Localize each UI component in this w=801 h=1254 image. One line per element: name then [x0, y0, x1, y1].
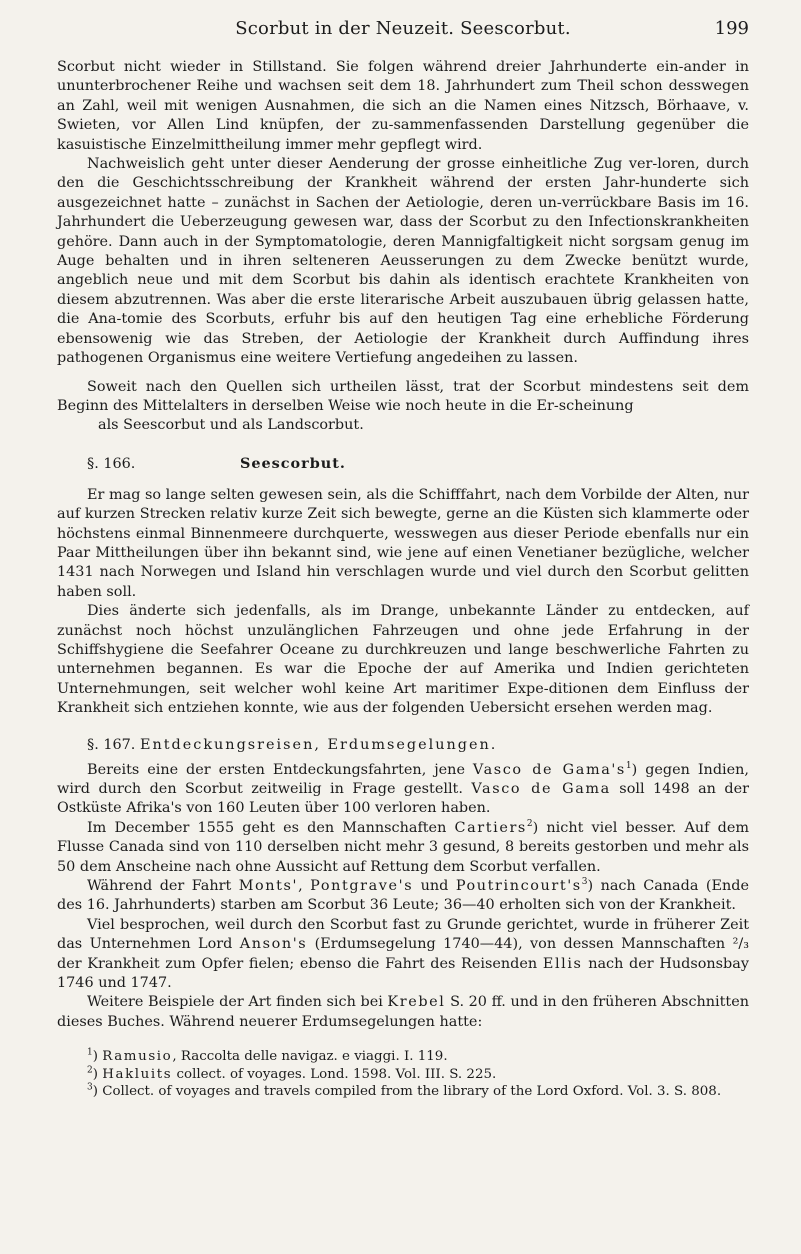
- page-number: 199: [714, 18, 749, 39]
- section-166-paragraph-1: Er mag so lange selten gewesen sein, als die Schifffahrt, nach dem Vorbilde der Alten, nur auf kurzen Strecken relativ kurze Zeit sich bewegte, gerne an die Küsten sich klammerte oder höchstens einmal Binnenmeere durchquerte, wesswegen aus dieser Periode ebenfalls nur ein Paar Mittheilungen über ihn bekannt sind, wie jene auf einen Venetianer bezügliche, welcher 1431 nach Norwegen und Island hin verschlagen wurde und viel durch den Scorbut gelitten haben soll.: [57, 486, 749, 600]
- footnote-2: $^2$) Hakluits collect. of voyages. Lond. 1598. Vol. III. S. 225.: [87, 1065, 497, 1082]
- footnotes: [57, 1048, 749, 1101]
- section-167-number: §. 167.: [87, 736, 136, 753]
- footnote-3: $^3$) Collect. of voyages and travels compiled from the library of the Lord Oxford. Vol. 3. S. 808.: [87, 1082, 722, 1100]
- section-167-heading: [87, 735, 749, 755]
- person-name: Vasco de Gama: [471, 781, 611, 797]
- person-name: Pontgrave's: [310, 878, 414, 895]
- section-167-paragraph-1: Bereits eine der ersten Entdeckungsfahrten, jene Vasco de $Gama's^1$) gegen Indien, wird durch den Scorbut zeitweilig in Frage gestellt. Vasco de Gama soll 1498 an der Ostküste Afrika's von 160 Leuten über 100 verloren haben.: [57, 760, 749, 817]
- footnote-ref: 2: [526, 819, 533, 830]
- intro-paragraph-1: Scorbut nicht wieder in Stillstand. Sie folgen während dreier Jahrhunderte ein-ander in ununterbrochener Reihe und wachsen seit dem 18. Jahrhundert zum Theil schon desswegen an Zahl, weil mit wenigen Ausnahmen, die sich an die Namen eines Nitzsch, Börhaave, v. Swieten, vor Allen Lind knüpfen, der zu-sammenfassenden Darstellung gegenüber die kasuistische Einzelmittheilung immer mehr gepflegt wird.: [57, 59, 749, 153]
- section-167-paragraph-3: Während der Fahrt Monts', Pontgrave's und $Poutrincourt's^3$) nach Canada (Ende des 16. Jahrhunderts) starben am Scorbut 36 Leute; 36—40 erholten sich von der Krankheit.: [57, 877, 749, 914]
- section-166-title: Seescorbut.: [239, 454, 346, 472]
- footnote-1: $^1$) Ramusio, Raccolta delle navigaz. e viaggi. I. 119.: [87, 1047, 448, 1065]
- person-name: Anson's: [239, 936, 308, 953]
- section-167-paragraph-5: Weitere Beispiele der Art finden sich bei Krebel S. 20 ff. und in den früheren Abschnitten dieses Buches. Während neuerer Erdumsegelungen hatte:: [57, 994, 749, 1030]
- section-166-paragraph-2: Dies änderte sich jedenfalls, als im Drange, unbekannte Länder zu entdecken, auf zunächst noch höchst unzulänglichen Fahrzeugen und ohne jede Erfahrung in der Schiffshygiene die Seefahrer Oceane zu durchkreuzen und lange beschwerliche Fahrten zu unternehmen begannen. Es war die Epoche der auf Amerika und Indien gerichteten Unternehmungen, seit welcher wohl keine Art maritimer Expe-ditionen dem Einfluss der Krankheit sich entziehen konnte, wie aus der folgenden Uebersicht ersehen werden mag.: [57, 603, 749, 717]
- footnote-ref: 1: [625, 760, 632, 771]
- section-167-paragraph-4: Viel besprochen, weil durch den Scorbut fast zu Grunde gerichtet, wurde in früherer Zeit das Unternehmen Lord Anson's (Erdumsegelung 1740—44), von dessen Mannschaften ²/₃ der Krankheit zum Opfer fielen; ebenso die Fahrt des Reisenden Ellis nach der Hudsonsbay 1746 und 1747.: [57, 916, 749, 992]
- page-body: [57, 58, 749, 1101]
- footnote-ref: 3: [581, 877, 588, 888]
- person-name: Ellis: [542, 955, 583, 972]
- person-name: Vasco de Gama's: [472, 761, 626, 778]
- intro-paragraph-3-subline: als Seescorbut und als Landscorbut.: [98, 417, 364, 434]
- running-title: Scorbut in der Neuzeit. Seescorbut.: [235, 18, 571, 39]
- intro-paragraph-2: Nachweislich geht unter dieser Aenderung der grosse einheitliche Zug ver-loren, durch den die Geschichtsschreibung der Krankheit während der ersten Jahr-hunderte sich ausgezeichnet hatte – zunächst in Sachen der Aetiologie, deren un-verrückbare Basis im 16. Jahrhundert die Ueberzeugung gewesen war, dass der Scorbut zu den Infectionskrankheiten gehöre. Dann auch in der Symptomatologie, deren Mannigfaltigkeit nicht sorgsam genug im Auge behalten und in ihren selteneren Aeusserungen zu dem Zwecke benützt wurde, angeblich neue und mit dem Scorbut bis dahin als identisch erachtete Krankheiten von diesem abzutrennen. Was aber die erste literarische Arbeit auszubauen übrig gelassen hatte, die Ana-tomie des Scorbuts, erfuhr bis auf den heutigen Tag eine erhebliche Förderung ebensowenig wie das Streben, der Aetiologie der Krankheit durch Auffindung ihres pathogenen Organismus eine weitere Vertiefung angedeihen zu lassen.: [57, 156, 749, 367]
- person-name: Cartiers: [454, 819, 527, 836]
- intro-paragraph-3: Soweit nach den Quellen sich urtheilen lässt, trat der Scorbut mindestens seit dem Beginn des Mittelalters in derselben Weise wie noch heute in die Er-scheinung: [57, 378, 749, 414]
- person-name: Monts': [238, 878, 299, 895]
- section-167-paragraph-2: Im December 1555 geht es den Mannschaften Cartiers$^2$) nicht viel besser. Auf dem Flusse Canada sind von 110 derselben nicht mehr 3 gesund, 8 bereits gestorben und mehr als 50 dem Anscheine nach ohne Aussicht auf Rettung dem Scorbut verfallen.: [57, 819, 749, 875]
- section-166-number: §. 166.: [87, 455, 136, 472]
- person-name: Poutrincourt's: [455, 878, 582, 895]
- section-167-title: Entdeckungsreisen, Erdumsegelungen.: [139, 736, 498, 753]
- section-166-heading: [57, 454, 749, 474]
- page-header: [57, 18, 749, 48]
- person-name: Krebel: [387, 994, 446, 1011]
